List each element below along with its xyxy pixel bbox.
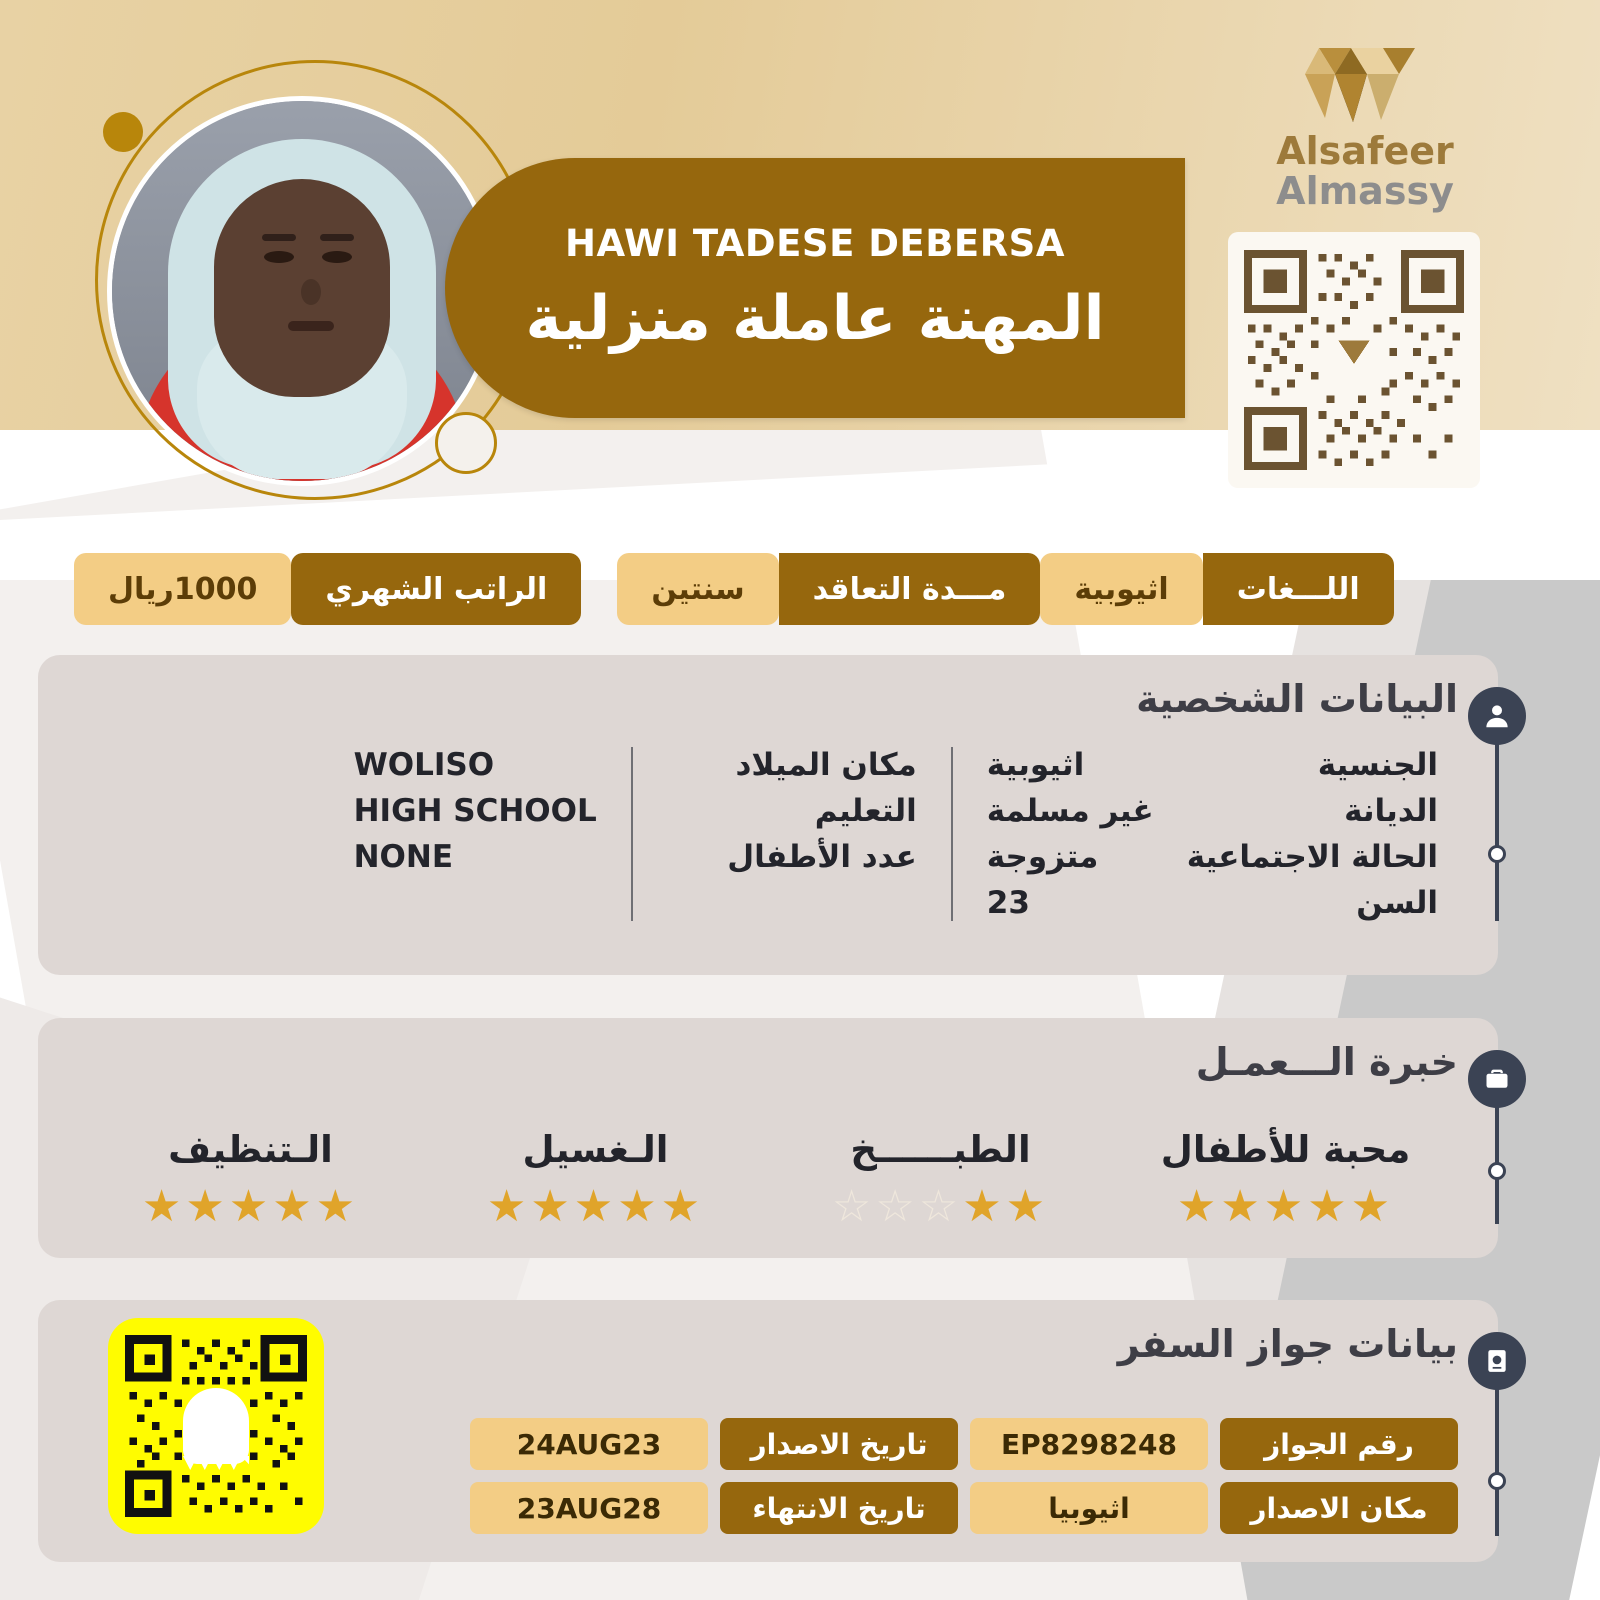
experience-name: الطبــــــخ: [850, 1128, 1031, 1171]
personal-data-table: [98, 747, 1438, 921]
value-passport-number: EP8298248: [970, 1418, 1208, 1470]
experience-name: الـتنظيف: [168, 1128, 333, 1171]
work-experience-header: [1196, 1040, 1458, 1084]
summary-ribbons: [38, 553, 1562, 625]
ribbon-languages-label: اللـــغات: [1203, 553, 1394, 625]
label-nationality: الجنسية: [1317, 747, 1438, 783]
value-issue-date: 24AUG23: [470, 1418, 708, 1470]
timeline-dot: [1488, 1472, 1506, 1490]
label-age: السن: [1356, 885, 1438, 921]
personal-data-header: [1136, 677, 1458, 721]
personal-col-right: [987, 747, 1438, 921]
section-title: البيانات الشخصية: [1136, 677, 1458, 721]
rating-stars: ★★★★★: [141, 1181, 360, 1232]
ribbon-salary: [74, 553, 581, 625]
value-issue-place: اثيوبيا: [970, 1482, 1208, 1534]
label-religion: الديانة: [1344, 793, 1438, 829]
list-item: [86, 1128, 416, 1232]
section-title: بيانات جواز السفر: [1117, 1322, 1458, 1366]
value-children-count: NONE: [353, 839, 454, 875]
label-children-count: عدد الأطفال: [727, 839, 917, 875]
avatar-dot-bottom: [435, 412, 497, 474]
qr-code-icon: [1240, 244, 1468, 476]
ribbon-languages-value: اثيوبية: [1040, 553, 1202, 625]
passport-table: [470, 1418, 1458, 1534]
passport-icon: [1468, 1332, 1526, 1390]
ribbon-contract-value: سنتين: [617, 553, 778, 625]
timeline-dot: [1488, 1162, 1506, 1180]
logo-line-2: Almassy: [1276, 168, 1454, 213]
ribbon-salary-label: الراتب الشهري: [291, 553, 581, 625]
diamond-icon: [1275, 40, 1455, 132]
snapchat-qr-code[interactable]: [108, 1318, 324, 1534]
value-religion: غير مسلمة: [986, 793, 1154, 829]
logo-line-1: Alsafeer: [1276, 129, 1454, 173]
list-item: [776, 1128, 1106, 1232]
table-row: [470, 1482, 1458, 1534]
label-expiry-date: تاريخ الانتهاء: [720, 1482, 958, 1534]
ribbon-languages: [1040, 553, 1393, 625]
value-education: HIGH SCHOOL: [353, 793, 597, 829]
divider-inner: [631, 747, 633, 921]
section-title: خبرة الـــعمـل: [1195, 1040, 1458, 1084]
divider: [951, 747, 953, 921]
value-expiry-date: 23AUG28: [470, 1482, 708, 1534]
timeline-dot: [1488, 845, 1506, 863]
rating-stars: ★★☆☆☆: [831, 1181, 1050, 1232]
timeline-rail: [1495, 741, 1499, 921]
rating-stars: ★★★★★: [1176, 1181, 1395, 1232]
experience-name: محبة للأطفال: [1160, 1128, 1411, 1171]
value-nationality: اثيوبية: [986, 747, 1085, 783]
value-age: 23: [986, 885, 1030, 921]
experience-list: [78, 1128, 1458, 1232]
label-issue-date: تاريخ الاصدار: [720, 1418, 958, 1470]
job-title: المهنة عاملة منزلية: [525, 283, 1105, 354]
table-row: [470, 1418, 1458, 1470]
list-item: [431, 1128, 761, 1232]
label-passport-number: رقم الجواز: [1220, 1418, 1458, 1470]
list-item: [1121, 1128, 1451, 1232]
value-marital-status: متزوجة: [986, 839, 1099, 875]
company-logo: [1275, 40, 1455, 212]
passport-header: [1118, 1322, 1458, 1366]
value-birthplace: WOLISO: [353, 747, 495, 783]
rating-stars: ★★★★★: [486, 1181, 705, 1232]
label-marital-status: الحالة الاجتماعية: [1186, 839, 1438, 875]
qr-code-top[interactable]: [1228, 232, 1480, 488]
label-birthplace: مكان الميلاد: [735, 747, 917, 783]
briefcase-icon: [1468, 1050, 1526, 1108]
name-plate: [445, 158, 1185, 418]
section-personal-data: [38, 655, 1498, 975]
ribbon-salary-value: 1000ريال: [74, 553, 291, 625]
experience-name: الـغسيل: [522, 1128, 669, 1171]
ribbon-contract-label: مـــدة التعاقد: [779, 553, 1041, 625]
section-work-experience: [38, 1018, 1498, 1258]
label-education: التعليم: [814, 793, 917, 829]
label-issue-place: مكان الاصدار: [1220, 1482, 1458, 1534]
person-icon: [1468, 687, 1526, 745]
snapchat-ghost-icon: [183, 1388, 249, 1464]
snapchat-qr-icon: [122, 1332, 310, 1520]
timeline-rail: [1495, 1386, 1499, 1536]
personal-col-left: [354, 747, 917, 921]
candidate-name: HAWI TADESE DEBERSA: [565, 222, 1065, 265]
ribbon-contract: [617, 553, 1040, 625]
